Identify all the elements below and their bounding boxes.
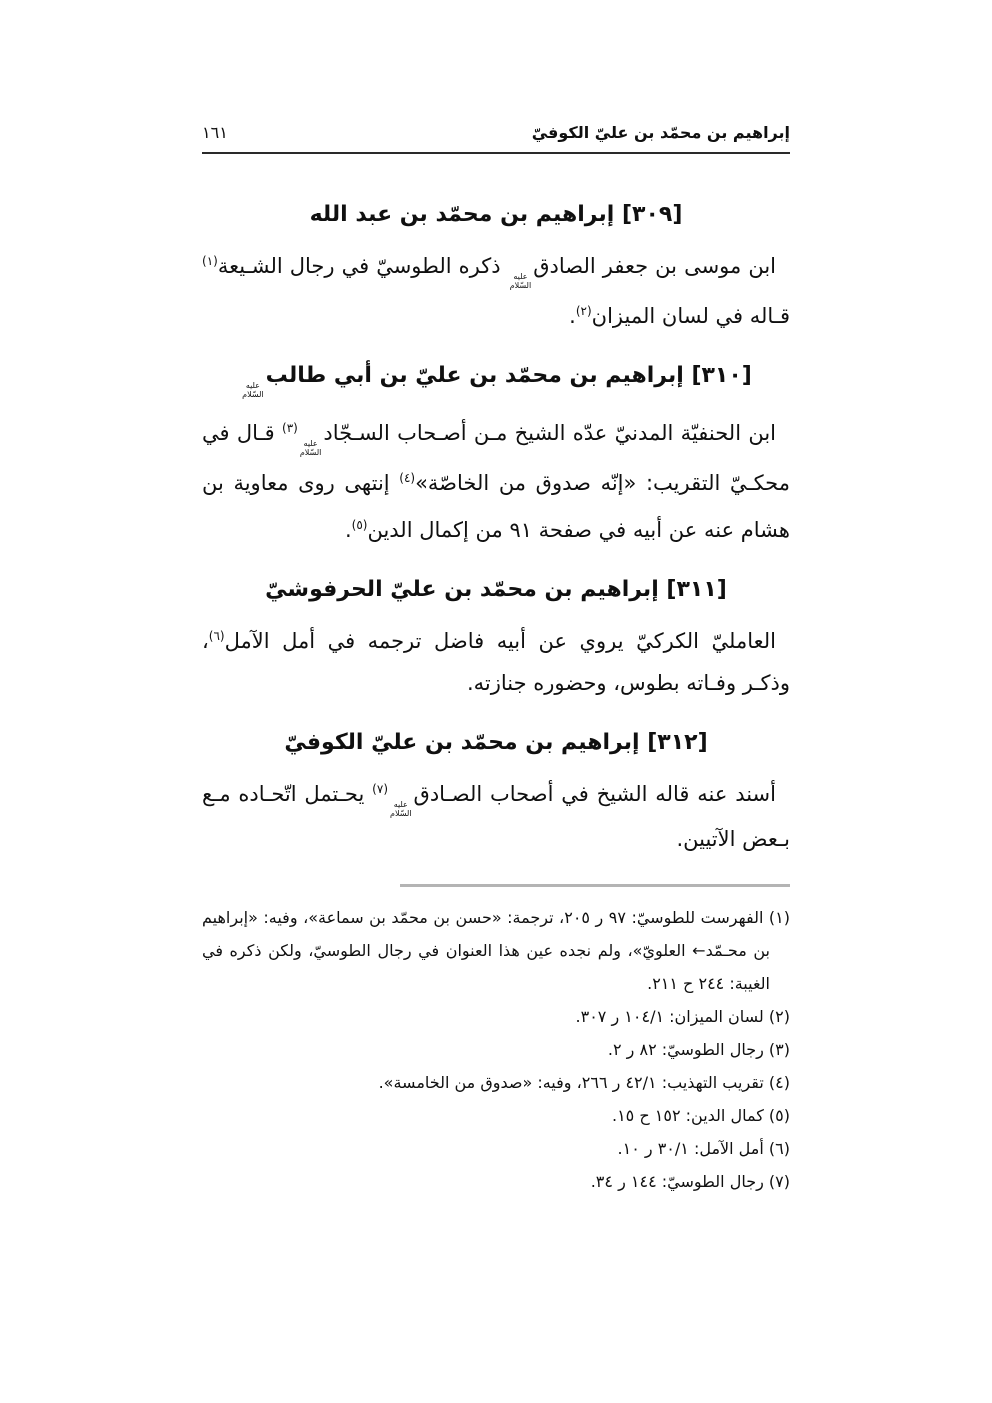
footnote-ref: (١) (202, 254, 218, 268)
footnote-text: أمل الآمل: ٣٠/١ ر ١٠. (617, 1139, 764, 1158)
footnote-item-3 (202, 1033, 790, 1066)
entry-title: إبراهيم بن محمّد بن عليّ الحرفوشيّ (265, 577, 659, 602)
entry-body: ابن الحنفيّة المدنيّ عدّه الشيخ مـن أصـحاب السـجّاد عليه السّلام $^{(٣)}$ قـال في محكـيّ التقريب: «إنّه صدوق من الخاصّة»$^{(٤)}$ إنتهى روى معاوية بن هشام عنه عن أبيه في صفحة ٩١ من إكمال الدين$^{(٥)}$. (202, 421, 790, 542)
footnote-text: الفهرست للطوسيّ: ٩٧ ر ٢٠٥، ترجمة: «حسن بن محمّد بن سماعة»، وفيه: «إبراهيم بن محـمّد← العلويّ»، ولم نجده عين هذا العنوان في رجال الطوسيّ، ولكن ذكره في الغيبة: ٢٤٤ ح ٢١١. (202, 908, 770, 993)
footnote-number: (١) (768, 908, 790, 927)
entry-body: ابن موسى بن جعفر الصادق عليه السّلام ذكره الطوسيّ في رجال الشـيعة$^{(١)}$ قـاله في لسان الميزان$^{(٢)}$. (202, 254, 790, 328)
page-number: ١٦١ (202, 123, 228, 142)
footnote-text: رجال الطوسيّ: ١٤٤ ر ٣٤. (590, 1172, 764, 1191)
footnote-number: (٤) (768, 1073, 790, 1092)
entry-311 (202, 573, 790, 704)
footnote-number: (٣) (768, 1040, 790, 1059)
footnote-text: كمال الدين: ١٥٢ ح ١٥. (611, 1106, 764, 1125)
entry-heading (202, 573, 790, 607)
honorific-alayhi-as-salam-icon: عليه السّلام (390, 800, 412, 818)
entry-number: [٣٠٩] (621, 202, 683, 227)
entry-heading (202, 726, 790, 760)
footnote-number: (٧) (768, 1172, 790, 1191)
honorific-alayhi-as-salam-icon: عليه السّلام (242, 381, 264, 399)
footnote-item-6 (202, 1132, 790, 1165)
text-column (202, 0, 790, 1198)
footnote-separator (400, 884, 790, 887)
entry-310 (202, 359, 790, 551)
footnote-ref: (٧) (372, 782, 388, 796)
entry-309 (202, 198, 790, 337)
entry-title: إبراهيم بن محمّد بن عليّ الكوفيّ (284, 730, 640, 755)
footnote-ref: (٣) (282, 421, 298, 435)
entry-heading (202, 359, 790, 399)
entry-body: العامليّ الكركيّ يروي عن أبيه فاضل ترجمه في أمل الآمل$^{(٦)}$، وذكـر وفـاته بطوس، وحضوره جنازته. (202, 629, 790, 695)
footnote-text: رجال الطوسيّ: ٨٢ ر ٢. (607, 1040, 764, 1059)
entry-heading (202, 198, 790, 232)
footnote-item-2 (202, 1000, 790, 1033)
honorific-alayhi-as-salam-icon: عليه السّلام (299, 439, 322, 457)
footnote-item-4 (202, 1066, 790, 1099)
footnotes-block (202, 901, 790, 1198)
footnote-ref: (٥) (351, 518, 368, 532)
footnote-ref: (٢) (575, 304, 592, 318)
footnote-number: (٦) (768, 1139, 790, 1158)
entry-body: أسند عنه قاله الشيخ في أصحاب الصـادق عليه السّلام $^{(٧)}$ يحـتمل اتّحـاده مـع بـعض الآتيين. (202, 782, 790, 851)
footnote-item-1 (202, 901, 790, 1000)
entry-number: [٣١١] (666, 577, 727, 602)
footnote-ref: (٤) (399, 471, 416, 485)
entry-title: إبراهيم بن محمّد بن عليّ بن أبي طالب (265, 363, 684, 388)
page-header (202, 120, 790, 154)
entry-number: [٣١٢] (647, 730, 708, 755)
entry-312 (202, 726, 790, 860)
footnote-text: لسان الميزان: ١٠٤/١ ر ٣٠٧. (575, 1007, 764, 1026)
footnote-number: (٥) (768, 1106, 790, 1125)
footnote-ref: (٦) (208, 629, 225, 643)
entry-number: [٣١٠] (691, 363, 752, 388)
footnote-number: (٢) (768, 1007, 790, 1026)
footnote-item-5 (202, 1099, 790, 1132)
honorific-alayhi-as-salam-icon: عليه السّلام (509, 272, 532, 290)
footnote-item-7 (202, 1165, 790, 1198)
footnote-text: تقريب التهذيب: ٤٢/١ ر ٢٦٦، وفيه: «صدوق من الخامسة». (378, 1073, 764, 1092)
entry-title: إبراهيم بن محمّد بن عبد الله (309, 202, 615, 227)
running-title: إبراهيم بن محمّد بن عليّ الكوفيّ (531, 123, 790, 142)
